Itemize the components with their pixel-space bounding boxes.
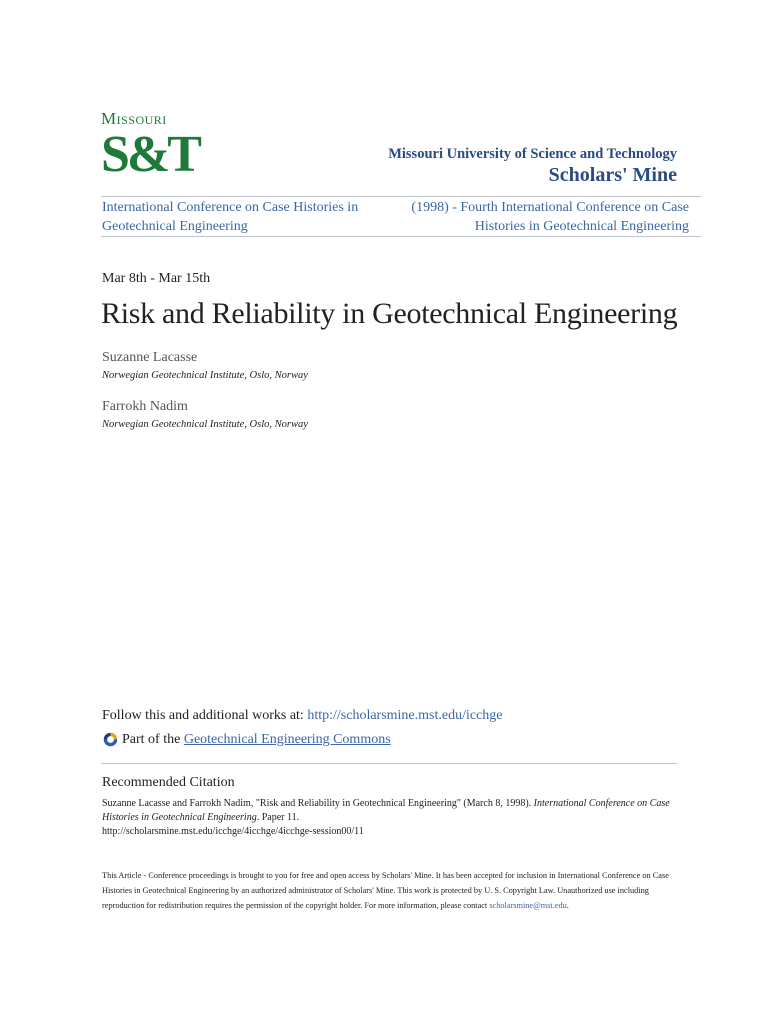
citation-text: Suzanne Lacasse and Farrokh Nadim, "Risk and Reliability in Geotechnical Engineering" (March 8, 1998). — [102, 798, 534, 809]
part-of-label: Part of the — [122, 731, 181, 747]
follow-label: Follow this and additional works at: — [102, 708, 308, 723]
author-affiliation: Norwegian Geotechnical Institute, Oslo, Norway — [102, 370, 308, 381]
repository-header — [388, 146, 677, 186]
rights-end: . — [566, 901, 569, 910]
author-affiliation: Norwegian Geotechnical Institute, Oslo, Norway — [102, 419, 308, 430]
university-name[interactable]: Missouri University of Science and Technology — [388, 146, 677, 162]
follow-line — [102, 708, 503, 724]
breadcrumb-conference-link[interactable]: International Conference on Case Histories in Geotechnical Engineering — [102, 200, 359, 234]
header-divider — [101, 196, 701, 197]
author-name: Farrokh Nadim — [102, 399, 188, 414]
collection-url-link[interactable]: http://scholarsmine.mst.edu/icchge — [307, 708, 503, 723]
logo-wordmark: Missouri — [101, 109, 167, 128]
breadcrumb-edition-link[interactable]: (1998) - Fourth International Conference on Case Histories in Geotechnical Engineering — [411, 200, 689, 234]
part-of-line — [102, 731, 391, 748]
missouri-st-logo — [101, 109, 199, 185]
commons-network-icon — [102, 731, 119, 748]
citation-divider — [101, 763, 677, 764]
breadcrumb-divider — [101, 236, 701, 237]
repository-name[interactable]: Scholars' Mine — [548, 164, 677, 186]
rights-statement — [102, 868, 672, 913]
contact-email-link[interactable]: scholarsmine@mst.edu — [489, 901, 567, 910]
logo-monogram: S&T — [101, 126, 199, 183]
citation-heading: Recommended Citation — [102, 775, 235, 790]
citation-url[interactable]: http://scholarsmine.mst.edu/icchge/4icchge/4icchge-session00/11 — [102, 826, 364, 837]
author-name: Suzanne Lacasse — [102, 350, 198, 365]
rights-text: This Article - Conference proceedings is brought to you for free and open access by Scholars' Mine. It has been accepted for inclusion in International Conference on Case Histories in Geotechnical Engineering by an authorized administrator of Scholars' Mine. This work is protected by U. S. Copyright Law. Unauthorized use including reproduction for redistribution requires the permission of the copyright holder. For more information, please contact — [102, 871, 669, 910]
citation-venue: International Conference on Case Histories in Geotechnical Engineering — [102, 798, 670, 823]
citation-body — [102, 797, 672, 839]
citation-paper: . Paper 11. — [256, 812, 300, 823]
event-date: Mar 8th - Mar 15th — [102, 271, 211, 286]
paper-title: Risk and Reliability in Geotechnical Engineering — [101, 297, 678, 330]
commons-link[interactable]: Geotechnical Engineering Commons — [183, 731, 391, 747]
